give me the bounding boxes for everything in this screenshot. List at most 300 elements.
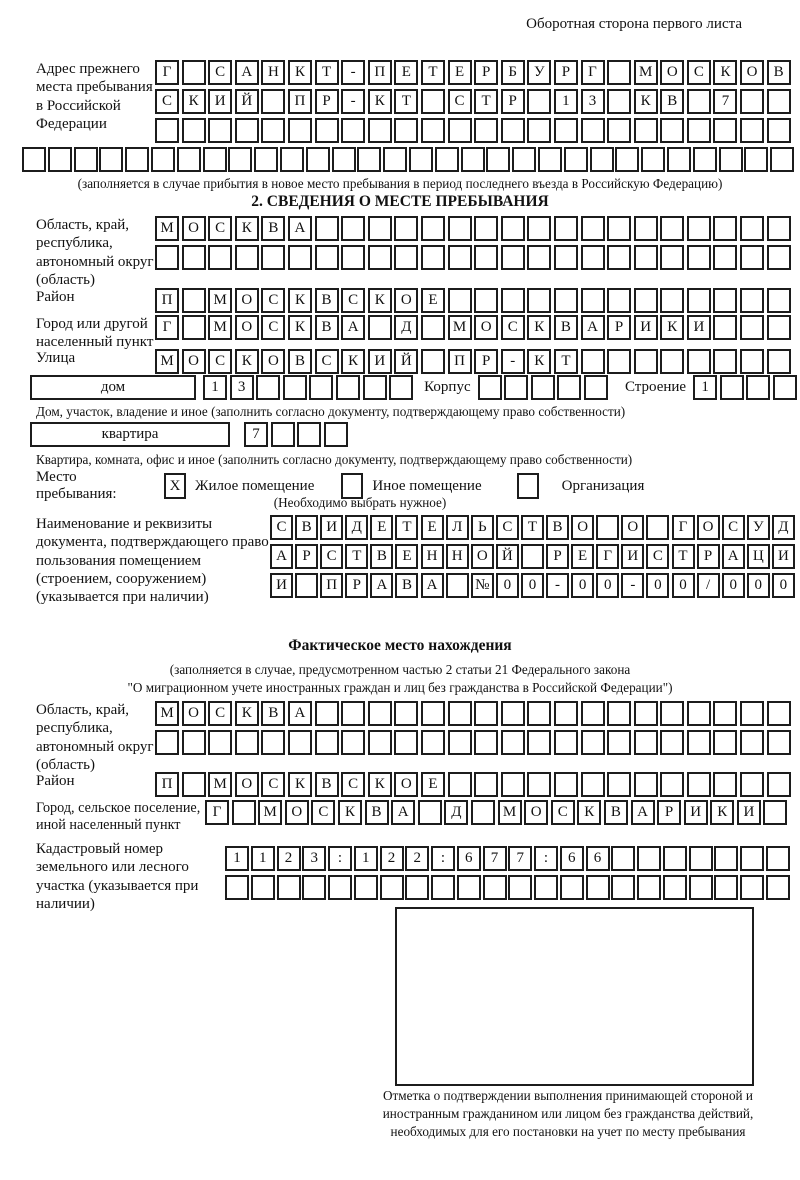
char-box[interactable] (448, 245, 472, 270)
char-box[interactable] (474, 288, 498, 313)
char-box[interactable]: 2 (380, 846, 404, 871)
char-box[interactable] (607, 730, 631, 755)
char-box[interactable] (767, 730, 791, 755)
char-box[interactable] (315, 730, 339, 755)
char-box[interactable]: В (295, 515, 318, 540)
char-box[interactable]: И (684, 800, 708, 825)
char-box[interactable] (687, 701, 711, 726)
char-box[interactable]: Р (501, 89, 525, 114)
char-box[interactable]: В (767, 60, 791, 85)
char-box[interactable]: - (341, 60, 365, 85)
city-row[interactable] (155, 315, 791, 340)
char-box[interactable] (235, 118, 259, 143)
char-box[interactable]: О (660, 60, 684, 85)
char-box[interactable]: 7 (713, 89, 737, 114)
char-box[interactable] (501, 288, 525, 313)
char-box[interactable] (527, 216, 551, 241)
char-box[interactable] (554, 730, 578, 755)
char-box[interactable] (457, 875, 481, 900)
char-box[interactable]: А (341, 315, 365, 340)
char-box[interactable] (448, 701, 472, 726)
char-box[interactable]: Г (581, 60, 605, 85)
street-row[interactable] (155, 349, 791, 374)
char-box[interactable]: О (697, 515, 720, 540)
char-box[interactable]: К (288, 315, 312, 340)
char-box[interactable]: Ь (471, 515, 494, 540)
char-box[interactable]: И (320, 515, 343, 540)
char-box[interactable] (581, 216, 605, 241)
char-box[interactable]: С (261, 772, 285, 797)
char-box[interactable] (581, 288, 605, 313)
char-box[interactable] (607, 772, 631, 797)
char-box[interactable]: А (421, 573, 444, 598)
char-box[interactable] (341, 730, 365, 755)
char-box[interactable] (341, 216, 365, 241)
char-box[interactable] (719, 147, 743, 172)
char-box[interactable] (637, 846, 661, 871)
char-box[interactable] (584, 375, 608, 400)
char-box[interactable] (634, 118, 658, 143)
prev-address-row-3[interactable] (155, 118, 791, 143)
char-box[interactable]: 1 (203, 375, 227, 400)
char-box[interactable]: К (288, 288, 312, 313)
char-box[interactable] (531, 375, 555, 400)
char-box[interactable] (660, 730, 684, 755)
char-box[interactable]: К (368, 288, 392, 313)
char-box[interactable] (713, 245, 737, 270)
char-box[interactable] (288, 730, 312, 755)
char-box[interactable]: Й (496, 544, 519, 569)
char-box[interactable] (713, 701, 737, 726)
char-box[interactable] (309, 375, 333, 400)
char-box[interactable]: И (737, 800, 761, 825)
char-box[interactable]: Е (448, 60, 472, 85)
char-box[interactable]: 3 (581, 89, 605, 114)
char-box[interactable]: А (581, 315, 605, 340)
char-box[interactable]: В (315, 772, 339, 797)
char-box[interactable]: В (395, 573, 418, 598)
char-box[interactable] (409, 147, 433, 172)
char-box[interactable]: К (288, 772, 312, 797)
char-box[interactable]: : (328, 846, 352, 871)
char-box[interactable]: П (448, 349, 472, 374)
char-box[interactable] (328, 875, 352, 900)
char-box[interactable] (607, 118, 631, 143)
char-box[interactable] (256, 375, 280, 400)
char-box[interactable] (288, 118, 312, 143)
char-box[interactable]: В (315, 315, 339, 340)
char-box[interactable]: Р (697, 544, 720, 569)
char-box[interactable]: К (341, 349, 365, 374)
char-box[interactable] (634, 245, 658, 270)
char-box[interactable]: № (471, 573, 494, 598)
char-box[interactable] (766, 875, 790, 900)
char-box[interactable] (435, 147, 459, 172)
char-box[interactable]: К (235, 349, 259, 374)
char-box[interactable] (581, 245, 605, 270)
char-box[interactable] (297, 422, 321, 447)
char-box[interactable]: 0 (722, 573, 745, 598)
char-box[interactable] (689, 875, 713, 900)
char-box[interactable] (295, 573, 318, 598)
char-box[interactable] (767, 118, 791, 143)
char-box[interactable] (615, 147, 639, 172)
char-box[interactable]: К (527, 349, 551, 374)
stroenie-cells[interactable] (693, 375, 797, 400)
char-box[interactable] (767, 772, 791, 797)
district-row[interactable] (155, 288, 791, 313)
char-box[interactable] (474, 245, 498, 270)
char-box[interactable] (271, 422, 295, 447)
char-box[interactable] (483, 875, 507, 900)
char-box[interactable]: Т (672, 544, 695, 569)
char-box[interactable] (182, 772, 206, 797)
char-box[interactable]: 0 (521, 573, 544, 598)
char-box[interactable] (660, 772, 684, 797)
char-box[interactable] (740, 349, 764, 374)
char-box[interactable] (693, 147, 717, 172)
char-box[interactable]: : (534, 846, 558, 871)
char-box[interactable] (660, 288, 684, 313)
char-box[interactable]: О (394, 288, 418, 313)
char-box[interactable] (611, 875, 635, 900)
char-box[interactable] (740, 701, 764, 726)
char-box[interactable]: Е (394, 60, 418, 85)
char-box[interactable] (448, 288, 472, 313)
char-box[interactable] (607, 349, 631, 374)
char-box[interactable] (720, 375, 744, 400)
char-box[interactable] (740, 772, 764, 797)
char-box[interactable]: 0 (496, 573, 519, 598)
char-box[interactable] (740, 245, 764, 270)
char-box[interactable]: Д (394, 315, 418, 340)
char-box[interactable] (448, 118, 472, 143)
char-box[interactable]: В (261, 216, 285, 241)
char-box[interactable]: А (270, 544, 293, 569)
char-box[interactable]: 0 (646, 573, 669, 598)
char-box[interactable]: К (527, 315, 551, 340)
char-box[interactable] (512, 147, 536, 172)
korpus-cells[interactable] (478, 375, 608, 400)
char-box[interactable]: Г (155, 315, 179, 340)
char-box[interactable] (527, 288, 551, 313)
char-box[interactable]: И (772, 544, 795, 569)
char-box[interactable]: С (722, 515, 745, 540)
char-box[interactable] (182, 245, 206, 270)
char-box[interactable] (261, 730, 285, 755)
region-row-2[interactable] (155, 245, 791, 270)
char-box[interactable] (740, 875, 764, 900)
char-box[interactable] (368, 730, 392, 755)
char-box[interactable] (208, 118, 232, 143)
char-box[interactable]: О (235, 288, 259, 313)
char-box[interactable] (773, 375, 797, 400)
char-box[interactable] (363, 375, 387, 400)
char-box[interactable]: Н (261, 60, 285, 85)
char-box[interactable] (288, 245, 312, 270)
stay-option-residential-checkbox[interactable]: X (164, 473, 186, 499)
char-box[interactable] (368, 315, 392, 340)
char-box[interactable] (501, 772, 525, 797)
char-box[interactable] (315, 245, 339, 270)
char-box[interactable] (474, 730, 498, 755)
char-box[interactable] (687, 349, 711, 374)
char-box[interactable] (560, 875, 584, 900)
char-box[interactable] (357, 147, 381, 172)
char-box[interactable] (607, 89, 631, 114)
char-box[interactable]: Г (672, 515, 695, 540)
char-box[interactable] (607, 216, 631, 241)
char-box[interactable]: В (604, 800, 628, 825)
char-box[interactable]: В (315, 288, 339, 313)
char-box[interactable]: Т (315, 60, 339, 85)
char-box[interactable] (660, 701, 684, 726)
char-box[interactable] (155, 245, 179, 270)
fact-region-row-1[interactable] (155, 701, 791, 726)
char-box[interactable] (448, 772, 472, 797)
char-box[interactable]: С (208, 701, 232, 726)
char-box[interactable] (22, 147, 46, 172)
char-box[interactable]: Р (474, 349, 498, 374)
char-box[interactable]: С (551, 800, 575, 825)
char-box[interactable] (634, 288, 658, 313)
char-box[interactable] (228, 147, 252, 172)
char-box[interactable] (713, 118, 737, 143)
char-box[interactable] (581, 118, 605, 143)
char-box[interactable] (474, 772, 498, 797)
char-box[interactable] (225, 875, 249, 900)
char-box[interactable]: А (631, 800, 655, 825)
char-box[interactable]: : (431, 846, 455, 871)
char-box[interactable] (486, 147, 510, 172)
char-box[interactable] (501, 245, 525, 270)
char-box[interactable]: Л (446, 515, 469, 540)
char-box[interactable]: 0 (672, 573, 695, 598)
char-box[interactable]: Р (295, 544, 318, 569)
char-box[interactable] (746, 375, 770, 400)
char-box[interactable] (232, 800, 256, 825)
char-box[interactable] (660, 349, 684, 374)
char-box[interactable] (474, 118, 498, 143)
char-box[interactable]: К (288, 60, 312, 85)
char-box[interactable]: О (394, 772, 418, 797)
char-box[interactable]: Р (554, 60, 578, 85)
char-box[interactable]: О (182, 701, 206, 726)
char-box[interactable]: П (155, 772, 179, 797)
char-box[interactable] (713, 730, 737, 755)
char-box[interactable] (596, 515, 619, 540)
char-box[interactable]: Р (345, 573, 368, 598)
char-box[interactable] (421, 245, 445, 270)
char-box[interactable]: Д (444, 800, 468, 825)
char-box[interactable]: К (338, 800, 362, 825)
char-box[interactable] (687, 288, 711, 313)
char-box[interactable] (637, 875, 661, 900)
char-box[interactable] (527, 89, 551, 114)
char-box[interactable] (554, 118, 578, 143)
char-box[interactable] (740, 315, 764, 340)
char-box[interactable] (687, 118, 711, 143)
char-box[interactable]: Г (205, 800, 229, 825)
char-box[interactable]: Ц (747, 544, 770, 569)
char-box[interactable] (383, 147, 407, 172)
char-box[interactable] (554, 288, 578, 313)
char-box[interactable] (634, 701, 658, 726)
char-box[interactable] (581, 772, 605, 797)
char-box[interactable] (646, 515, 669, 540)
document-row-3[interactable] (270, 573, 795, 598)
char-box[interactable] (261, 245, 285, 270)
char-box[interactable]: - (546, 573, 569, 598)
char-box[interactable] (663, 846, 687, 871)
char-box[interactable]: Н (421, 544, 444, 569)
char-box[interactable]: 2 (277, 846, 301, 871)
char-box[interactable] (687, 730, 711, 755)
fact-region-row-2[interactable] (155, 730, 791, 755)
char-box[interactable] (421, 349, 445, 374)
fact-city-row[interactable] (205, 800, 787, 825)
char-box[interactable]: Т (474, 89, 498, 114)
char-box[interactable]: С (311, 800, 335, 825)
char-box[interactable]: 6 (586, 846, 610, 871)
char-box[interactable] (389, 375, 413, 400)
char-box[interactable] (527, 772, 551, 797)
char-box[interactable] (235, 730, 259, 755)
char-box[interactable] (689, 846, 713, 871)
char-box[interactable] (405, 875, 429, 900)
char-box[interactable] (714, 846, 738, 871)
char-box[interactable] (634, 349, 658, 374)
document-row-2[interactable] (270, 544, 795, 569)
char-box[interactable] (277, 875, 301, 900)
char-box[interactable]: М (448, 315, 472, 340)
char-box[interactable]: - (341, 89, 365, 114)
char-box[interactable]: К (660, 315, 684, 340)
char-box[interactable]: У (527, 60, 551, 85)
char-box[interactable]: О (471, 544, 494, 569)
char-box[interactable] (713, 288, 737, 313)
char-box[interactable] (581, 349, 605, 374)
char-box[interactable]: С (155, 89, 179, 114)
char-box[interactable] (687, 245, 711, 270)
char-box[interactable] (687, 89, 711, 114)
char-box[interactable]: О (235, 315, 259, 340)
char-box[interactable]: - (501, 349, 525, 374)
char-box[interactable] (634, 216, 658, 241)
char-box[interactable] (641, 147, 665, 172)
char-box[interactable] (740, 288, 764, 313)
char-box[interactable] (660, 118, 684, 143)
char-box[interactable] (713, 216, 737, 241)
char-box[interactable]: И (270, 573, 293, 598)
char-box[interactable] (177, 147, 201, 172)
char-box[interactable] (713, 772, 737, 797)
char-box[interactable]: Е (571, 544, 594, 569)
char-box[interactable]: М (155, 701, 179, 726)
char-box[interactable]: И (634, 315, 658, 340)
char-box[interactable]: С (501, 315, 525, 340)
char-box[interactable] (501, 701, 525, 726)
char-box[interactable] (354, 875, 378, 900)
char-box[interactable]: С (341, 288, 365, 313)
char-box[interactable]: О (621, 515, 644, 540)
char-box[interactable] (421, 89, 445, 114)
char-box[interactable] (341, 245, 365, 270)
char-box[interactable] (251, 875, 275, 900)
char-box[interactable] (687, 216, 711, 241)
prev-address-row-2[interactable] (155, 89, 791, 114)
char-box[interactable] (767, 701, 791, 726)
char-box[interactable]: С (208, 60, 232, 85)
char-box[interactable] (421, 118, 445, 143)
char-box[interactable]: В (365, 800, 389, 825)
char-box[interactable]: О (261, 349, 285, 374)
char-box[interactable] (501, 118, 525, 143)
char-box[interactable] (667, 147, 691, 172)
char-box[interactable]: О (740, 60, 764, 85)
char-box[interactable]: Р (474, 60, 498, 85)
char-box[interactable]: П (320, 573, 343, 598)
char-box[interactable] (607, 60, 631, 85)
char-box[interactable] (586, 875, 610, 900)
char-box[interactable]: Д (345, 515, 368, 540)
char-box[interactable]: 6 (457, 846, 481, 871)
char-box[interactable] (474, 701, 498, 726)
char-box[interactable]: С (315, 349, 339, 374)
char-box[interactable]: Б (501, 60, 525, 85)
char-box[interactable]: Т (394, 89, 418, 114)
char-box[interactable] (341, 701, 365, 726)
char-box[interactable] (394, 216, 418, 241)
char-box[interactable]: Е (421, 515, 444, 540)
char-box[interactable]: Е (395, 544, 418, 569)
char-box[interactable] (368, 701, 392, 726)
char-box[interactable] (315, 118, 339, 143)
char-box[interactable]: М (634, 60, 658, 85)
char-box[interactable] (421, 730, 445, 755)
char-box[interactable] (283, 375, 307, 400)
char-box[interactable] (527, 245, 551, 270)
char-box[interactable]: 6 (560, 846, 584, 871)
char-box[interactable]: М (155, 216, 179, 241)
char-box[interactable]: В (288, 349, 312, 374)
char-box[interactable] (767, 349, 791, 374)
char-box[interactable]: К (368, 772, 392, 797)
char-box[interactable]: 2 (405, 846, 429, 871)
char-box[interactable] (341, 118, 365, 143)
char-box[interactable]: Т (421, 60, 445, 85)
char-box[interactable]: О (571, 515, 594, 540)
char-box[interactable]: О (474, 315, 498, 340)
char-box[interactable] (380, 875, 404, 900)
char-box[interactable] (182, 288, 206, 313)
char-box[interactable] (634, 730, 658, 755)
char-box[interactable] (203, 147, 227, 172)
char-box[interactable]: Р (315, 89, 339, 114)
char-box[interactable] (394, 730, 418, 755)
char-box[interactable]: А (288, 216, 312, 241)
char-box[interactable]: В (370, 544, 393, 569)
char-box[interactable] (767, 245, 791, 270)
char-box[interactable]: С (208, 349, 232, 374)
char-box[interactable] (663, 875, 687, 900)
char-box[interactable]: К (710, 800, 734, 825)
char-box[interactable]: С (320, 544, 343, 569)
fact-district-row[interactable] (155, 772, 791, 797)
char-box[interactable]: 0 (747, 573, 770, 598)
prev-address-row-1[interactable] (155, 60, 791, 85)
char-box[interactable] (368, 245, 392, 270)
